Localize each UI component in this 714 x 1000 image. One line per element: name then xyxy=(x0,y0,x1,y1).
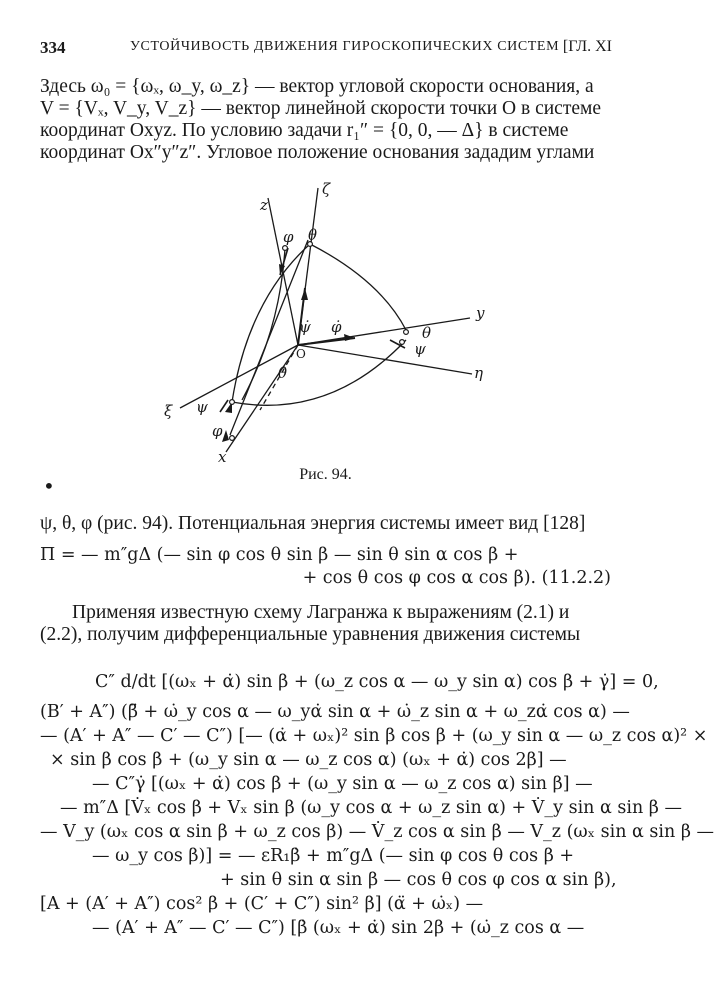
label-eta: η xyxy=(474,364,483,382)
node-point xyxy=(400,340,405,345)
equation-line: — V_y (ωₓ cos α sin β + ω_z cos β) — V̇_z cos α sin β — V_z (ωₓ sin α sin β — xyxy=(40,822,714,842)
equation-line: + sin θ sin α sin β — cos θ cos φ cos α sin β), xyxy=(220,870,617,890)
text-line: Применяя известную схему Лагранжа к выражениям (2.1) и xyxy=(72,602,570,623)
equation-line: [A + (A′ + A″) cos² β + (C′ + C″) sin² β] (α̈ + ω̇ₓ) — xyxy=(40,894,484,914)
label-z: z xyxy=(260,196,268,214)
equation-line: × sin β cos β + (ω_y sin α — ω_z cos α) (ωₓ + α̇) cos 2β] — xyxy=(50,750,567,770)
label-origin: O xyxy=(296,347,306,361)
x-axis xyxy=(226,345,298,452)
text-line: Здесь ω₀ = {ωₓ, ω_y, ω_z} — вектор угловой скорости основания, а xyxy=(40,76,594,97)
potential-line-2: + cos θ cos φ cos α cos β). (11.2.2) xyxy=(302,568,611,588)
arrowhead-y xyxy=(344,334,355,341)
running-title: УСТОЙЧИВОСТЬ ДВИЖЕНИЯ ГИРОСКОПИЧЕСКИХ СИСТЕМ xyxy=(130,39,560,54)
text-line: координат Ox″y″z″. Угловое положение основания зададим углами xyxy=(40,142,595,163)
label-psi-dot: ψ̇ xyxy=(299,318,311,336)
mid-paragraph xyxy=(40,513,612,535)
margin-dot: • xyxy=(43,474,55,498)
equation-block xyxy=(40,700,714,940)
equation-line: — m″Δ [V̇ₓ cos β + Vₓ sin β (ω_y cos α + ω_z sin α) + V̇_y sin α sin β — xyxy=(60,798,682,818)
lagrange-paragraph xyxy=(40,602,612,646)
text-line: ψ, θ, φ (рис. 94). Потенциальная энергия системы имеет вид [128] xyxy=(40,513,586,534)
label-phi-dot: φ̇ xyxy=(331,318,342,336)
equation-line: — (A′ + A″ — C′ — C″) [— (α̇ + ωₓ)² sin β cos β + (ω_y sin α — ω_z cos α)² × xyxy=(40,726,708,746)
gyroscope-angle-diagram xyxy=(150,180,500,470)
label-x: x xyxy=(218,448,227,466)
running-header xyxy=(40,38,612,62)
arc-top-right xyxy=(310,244,406,330)
label-phi2: φ xyxy=(212,422,223,440)
text-line: V = {Vₓ, V_y, V_z} — вектор линейной скорости точки O в системе xyxy=(40,98,601,119)
label-psi2: ψ xyxy=(196,398,208,416)
equation-line: (B′ + A″) (β̈ + ω̇_y cos α — ω_yα̇ sin α + ω̇_z sin α + ω_zα̇ cos α) — xyxy=(40,702,630,722)
node-point xyxy=(230,436,235,441)
label-theta-dot: θ̇ xyxy=(278,364,288,382)
label-y: y xyxy=(476,304,485,322)
label-zeta: ζ xyxy=(322,180,331,198)
text-line: координат Oxyz. По условию задачи r₁″ = {0, 0, — Δ} в системе xyxy=(40,120,569,141)
chapter-label: [ГЛ. XI xyxy=(562,38,612,55)
equation-line: — C″γ̇ [(ωₓ + α̇) cos β + (ω_y sin α — ω_z cos α) sin β] — xyxy=(92,774,593,794)
page-number: 334 xyxy=(40,38,66,57)
intro-paragraph xyxy=(40,76,612,164)
node-point xyxy=(404,330,409,335)
arrowhead-x xyxy=(222,430,229,442)
node-point xyxy=(283,246,288,251)
equation-line: — ω_y cos β)] = — εR₁β̇ + m″gΔ (— sin φ cos θ cos β + xyxy=(92,846,575,866)
node-point xyxy=(230,400,235,405)
label-phi: φ xyxy=(283,228,294,246)
arc-bottom xyxy=(232,340,406,405)
potential-line-1: Π = — m″gΔ (— sin φ cos θ sin β — sin θ sin α cos β + xyxy=(40,545,519,565)
text-line: (2.2), получим дифференциальные уравнения движения системы xyxy=(40,624,581,645)
label-theta2: θ xyxy=(422,324,432,342)
equation-first: C″ d/dt [(ωₓ + α̇) sin β + (ω_z cos α — ω_y sin α) cos β + γ̇] = 0, xyxy=(95,672,659,692)
label-xi: ξ xyxy=(164,402,173,420)
label-theta: θ xyxy=(308,226,318,244)
equation-line: — (A′ + A″ — C′ — C″) [β̇ (ωₓ + α̇) sin 2β + (ω̇_z cos α — xyxy=(92,918,585,938)
label-psi: ψ xyxy=(414,340,426,358)
arrowhead-zeta xyxy=(301,288,308,300)
figure-caption: Рис. 94. xyxy=(299,466,352,483)
